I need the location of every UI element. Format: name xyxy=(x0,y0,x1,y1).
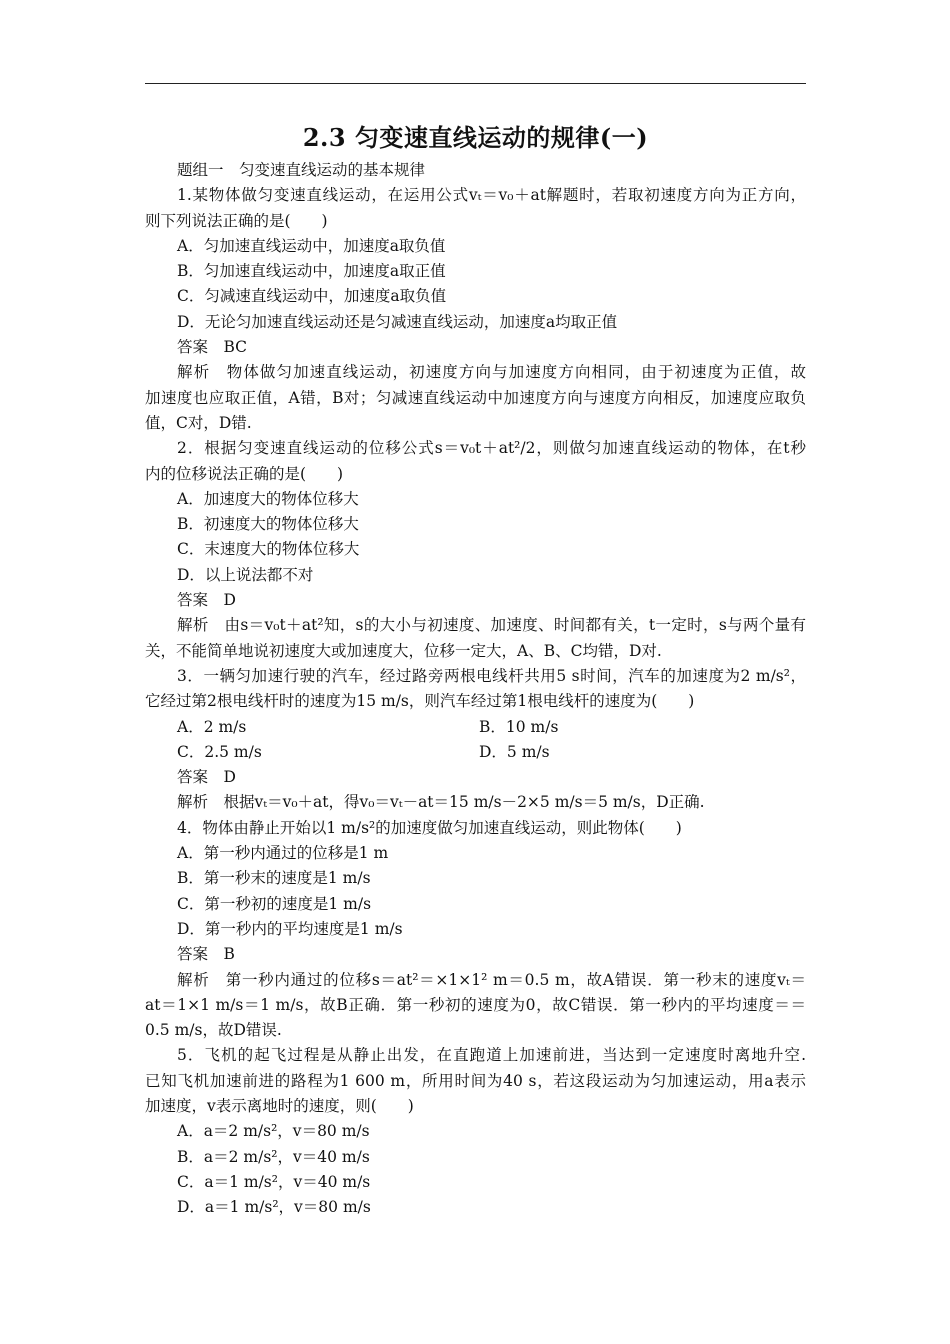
text-line: 3．一辆匀加速行驶的汽车，经过路旁两根电线杆共用5 s时间，汽车的加速度为2 m/s²， xyxy=(177,666,806,685)
option-row xyxy=(145,740,806,765)
text-line: C．a＝1 m/s²，v＝40 m/s xyxy=(177,1172,371,1191)
text-line: D．无论匀加速直线运动还是匀减速直线运动，加速度a均取正值 xyxy=(177,312,618,331)
text-line: B．匀加速直线运动中，加速度a取正值 xyxy=(177,262,446,281)
text-line: 5．飞机的起飞过程是从静止出发，在直跑道上加速前进，当达到一定速度时离地升空. xyxy=(177,1046,806,1065)
text-line: A．第一秒内通过的位移是1 m xyxy=(177,844,389,863)
text-line: 内的位移说法正确的是( ) xyxy=(145,464,344,483)
text-line: C．末速度大的物体位移大 xyxy=(177,540,360,559)
text-line: 2．根据匀变速直线运动的位移公式s＝v₀t＋at²/2，则做匀加速直线运动的物体，在t秒 xyxy=(177,439,806,458)
text-line: B．第一秒末的速度是1 m/s xyxy=(177,869,371,888)
text-line: 解析 根据vₜ＝v₀＋at，得v₀＝vₜ－at＝15 m/s－2×5 m/s＝5 m/s，D正确. xyxy=(177,793,705,812)
text-line: D．a＝1 m/s²，v＝80 m/s xyxy=(177,1198,371,1217)
text-line: C．第一秒初的速度是1 m/s xyxy=(177,894,372,913)
text-line: 解析 第一秒内通过的位移s＝at²＝×1×1² m＝0.5 m，故A错误．第一秒末的速度vₜ＝ xyxy=(177,970,806,989)
text-line: 0.5 m/s，故D错误. xyxy=(145,1021,282,1040)
text-line: C．匀减速直线运动中，加速度a取负值 xyxy=(177,287,447,306)
option-text: A．2 m/s xyxy=(177,717,247,736)
text-line: D．第一秒内的平均速度是1 m/s xyxy=(177,919,403,938)
text-line: 答案 D xyxy=(177,768,236,787)
text-line: B．初速度大的物体位移大 xyxy=(177,515,359,534)
text-line: A．加速度大的物体位移大 xyxy=(177,489,359,508)
text-line: 解析 由s＝v₀t＋at²知，s的大小与初速度、加速度、时间都有关，t一定时，s与两个量有 xyxy=(177,616,806,635)
text-line: 题组一 匀变速直线运动的基本规律 xyxy=(177,161,426,179)
option-text: B．10 m/s xyxy=(479,717,559,736)
header-rule xyxy=(145,83,806,84)
page-title: 2.3 匀变速直线运动的规律(一) xyxy=(302,123,649,152)
text-line: 答案 D xyxy=(177,591,236,610)
option-text: D．5 m/s xyxy=(479,742,550,761)
text-line: 答案 B xyxy=(177,945,235,964)
text-line: 答案 BC xyxy=(177,338,248,357)
option-text: C．2.5 m/s xyxy=(177,742,262,761)
text-line: 加速度也应取正值，A错，B对；匀减速直线运动中加速度方向与速度方向相反，加速度应取负 xyxy=(145,388,806,407)
text-line: A．匀加速直线运动中，加速度a取负值 xyxy=(177,236,446,255)
document-body xyxy=(145,158,806,1220)
option-row xyxy=(145,715,806,740)
text-line: 解析 物体做匀加速直线运动，初速度方向与加速度方向相同，由于初速度为正值，故 xyxy=(177,363,806,382)
text-line: D．以上说法都不对 xyxy=(177,565,314,584)
text-line: B．a＝2 m/s²，v＝40 m/s xyxy=(177,1147,370,1166)
text-line: 1.某物体做匀变速直线运动，在运用公式vₜ＝v₀＋at解题时，若取初速度方向为正方向， xyxy=(177,186,806,205)
text-line: at＝1×1 m/s＝1 m/s，故B正确．第一秒初的速度为0，故C错误．第一秒内的平均速度＝＝ xyxy=(145,995,806,1014)
text-line: 值，C对，D错. xyxy=(145,413,252,432)
text-line: 关，不能简单地说初速度大或加速度大，位移一定大，A、B、C均错，D对. xyxy=(145,641,662,660)
text-line: 已知飞机加速前进的路程为1 600 m，所用时间为40 s，若这段运动为匀加速运动，用a表示 xyxy=(145,1071,806,1090)
text-line: A．a＝2 m/s²，v＝80 m/s xyxy=(177,1122,370,1141)
text-line: 它经过第2根电线杆时的速度为15 m/s，则汽车经过第1根电线杆的速度为( ) xyxy=(145,692,695,711)
text-line: 4．物体由静止开始以1 m/s²的加速度做匀加速直线运动，则此物体( ) xyxy=(177,818,682,837)
text-line: 则下列说法正确的是( ) xyxy=(145,211,328,230)
text-line: 加速度，v表示离地时的速度，则( ) xyxy=(145,1096,414,1115)
